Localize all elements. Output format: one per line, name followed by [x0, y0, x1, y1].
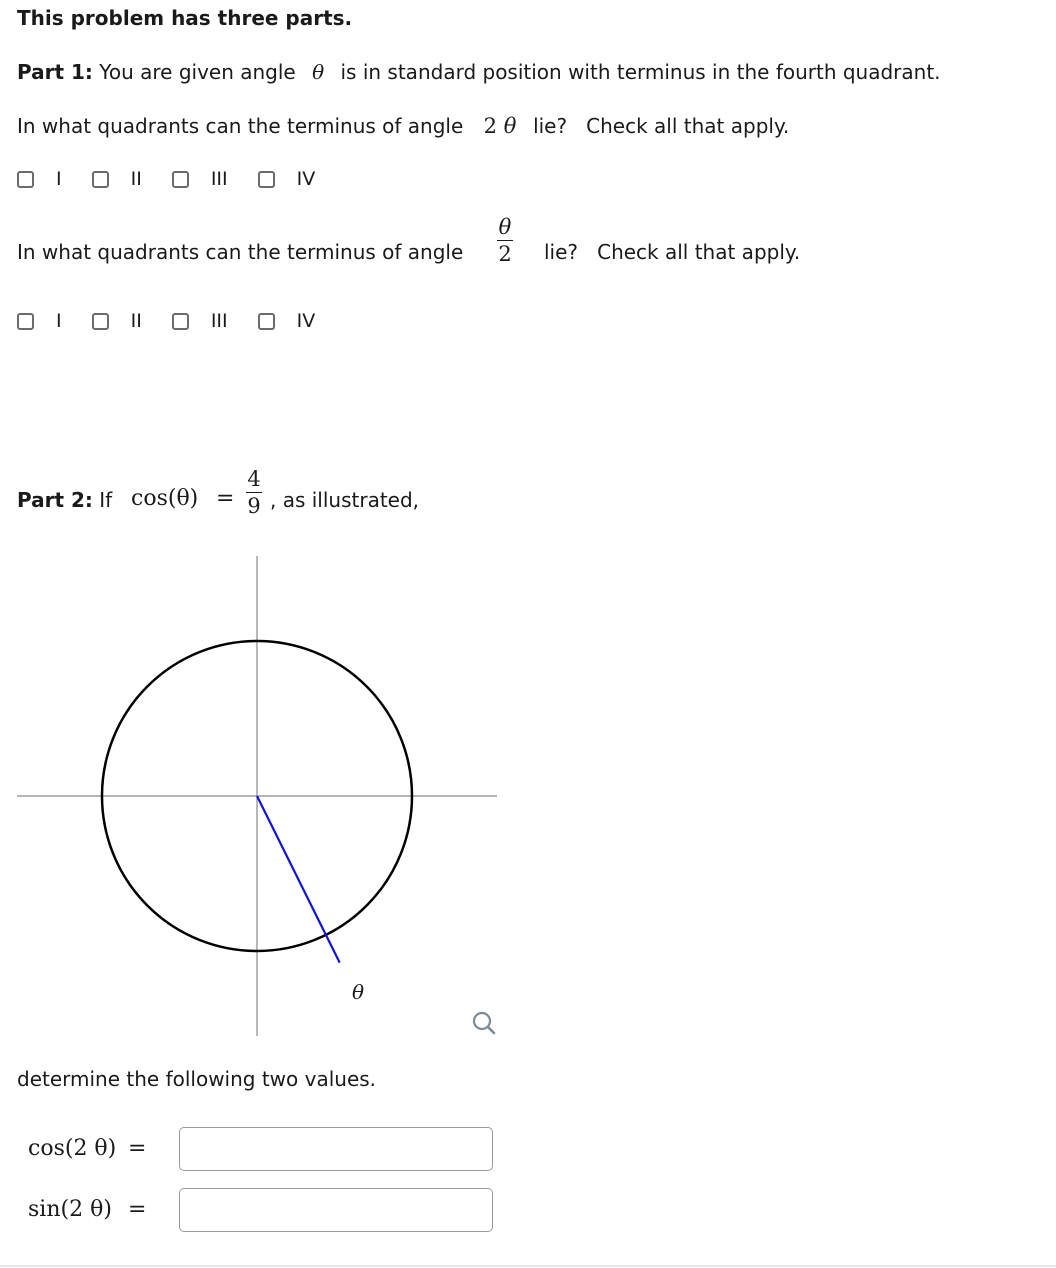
q2-suffix: lie? Check all that apply.: [544, 240, 801, 264]
part2-frac-den: 9: [247, 494, 261, 518]
sin2-answer-input[interactable]: [179, 1188, 493, 1232]
determine-text: determine the following two values.: [17, 1067, 377, 1091]
part2-frac-num: 4: [247, 467, 261, 491]
figure-theta-label: θ: [352, 980, 365, 1004]
q1-checkbox-II[interactable]: II: [92, 168, 142, 190]
part2-if: If: [99, 488, 113, 512]
cos2-equals: =: [128, 1136, 147, 1161]
part2-equals: =: [216, 486, 235, 511]
q1-checkbox-IV[interactable]: IV: [258, 168, 316, 190]
q1-prefix: In what quadrants can the terminus of angle: [17, 114, 464, 138]
part2-cos-expr: cos(θ): [131, 486, 199, 511]
q1-checkbox-I[interactable]: I: [17, 168, 62, 190]
part1-text-a: You are given angle: [99, 60, 296, 84]
sin2-label: sin(2 θ): [28, 1197, 112, 1222]
q2-checkbox-II[interactable]: II: [92, 310, 142, 332]
q1-coef: 2: [483, 114, 498, 138]
bottom-divider: [0, 1265, 1056, 1267]
cos2-label: cos(2 θ): [28, 1136, 117, 1161]
q1-suffix: lie? Check all that apply.: [533, 114, 790, 138]
q2-prefix: In what quadrants can the terminus of angle: [17, 240, 464, 264]
q2-frac-den: 2: [498, 242, 512, 266]
part2-label: Part 2:: [17, 488, 93, 512]
part1-label: Part 1:: [17, 60, 93, 84]
q2-checkbox-IV[interactable]: IV: [258, 310, 316, 332]
q2-checkbox-I[interactable]: I: [17, 310, 62, 332]
q1-theta: θ: [503, 114, 517, 138]
q2-checkbox-III[interactable]: III: [172, 310, 228, 332]
theta-symbol: θ: [312, 60, 325, 84]
part1-text-b: is in standard position with terminus in the fourth quadrant.: [340, 60, 941, 84]
sin2-equals: =: [128, 1197, 147, 1222]
q1-checkbox-III[interactable]: III: [172, 168, 228, 190]
q2-frac-num: θ: [498, 215, 512, 239]
intro-heading: This problem has three parts.: [17, 6, 353, 30]
terminal-side-line: [257, 796, 340, 963]
cos2-answer-input[interactable]: [179, 1127, 493, 1171]
magnifier-icon[interactable]: [474, 1013, 494, 1033]
part2-after: , as illustrated,: [270, 488, 420, 512]
